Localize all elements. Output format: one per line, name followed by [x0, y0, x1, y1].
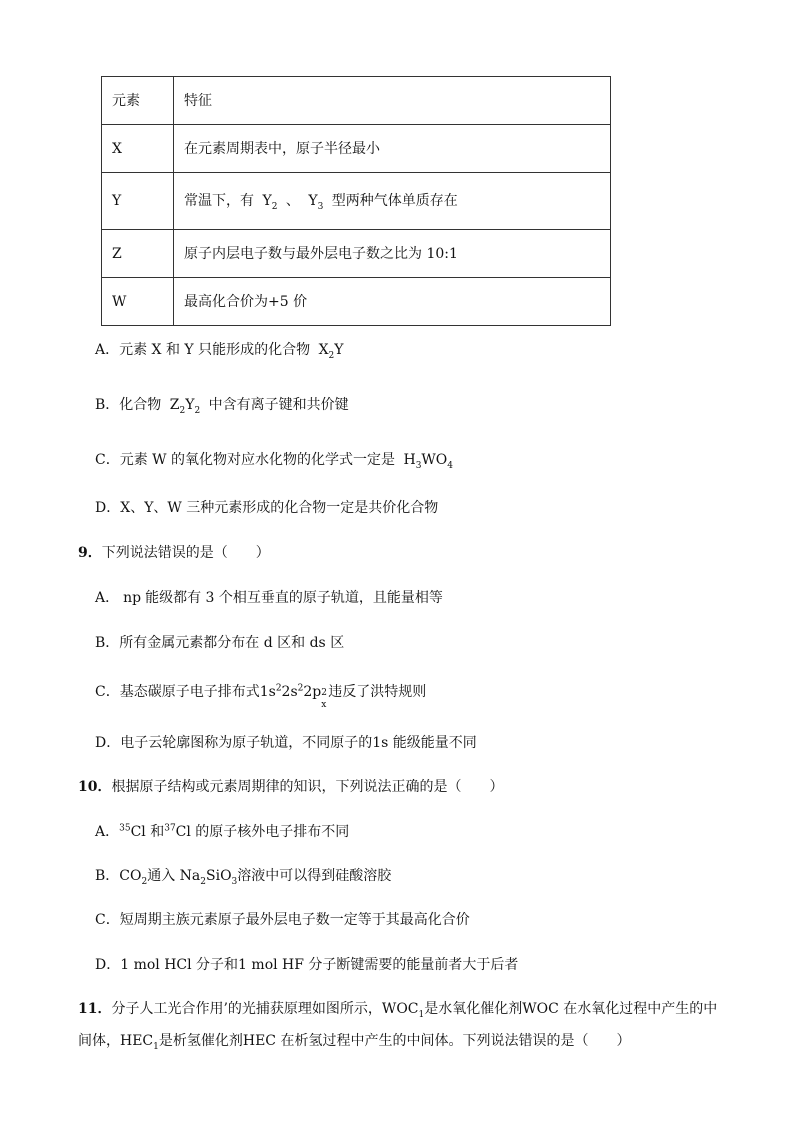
formula-symbol: H	[403, 452, 416, 468]
q10-option-b[interactable]	[95, 865, 391, 885]
element-cell: X	[102, 125, 174, 173]
question-text: 分子人工光合作用’的光捕获原理如图所示，WOC	[111, 1001, 419, 1017]
formula-np: np	[123, 590, 142, 606]
subscript: 2	[141, 876, 148, 887]
formula-subscript: 2	[271, 201, 278, 212]
feature-text: 型两种气体单质存在	[331, 193, 458, 209]
feature-cell: 原子内层电子数与最外层电子数之比为 10:1	[174, 230, 611, 278]
formula-symbol: Y	[308, 193, 318, 209]
formula-y2	[262, 193, 278, 212]
option-text: B．CO	[95, 868, 142, 884]
table-row	[102, 173, 611, 230]
subscript: 1	[418, 1009, 425, 1020]
q10-stem	[78, 776, 503, 796]
formula-subscript: 2	[194, 405, 201, 416]
formula-symbol: Y	[262, 193, 272, 209]
q9-option-d[interactable]: D．电子云轮廓图称为原子轨道，不同原子的1s 能级能量不同	[95, 735, 477, 751]
question-number: 10．	[78, 779, 112, 795]
formula-subscript: 2	[328, 350, 335, 361]
question-number: 11．	[78, 1001, 112, 1017]
option-text: A．元素 X 和 Y 只能形成的化合物	[95, 342, 311, 358]
option-text: Cl 的原子核外电子排布不同	[175, 824, 350, 840]
feature-cell: 在元素周期表中，原子半径最小	[174, 125, 611, 173]
element-cell: Y	[102, 173, 174, 230]
option-text: 中含有离子键和共价键	[208, 397, 349, 413]
option-text: C．基态碳原子电子排布式	[95, 684, 260, 700]
table-row	[102, 230, 611, 278]
formula-symbol: Z	[169, 397, 180, 413]
q11-stem-line1	[78, 998, 717, 1018]
table-header-row	[102, 77, 611, 125]
option-text: A．	[95, 590, 120, 606]
formula-symbol: Y	[185, 397, 195, 413]
formula-z2y2	[169, 397, 201, 416]
option-text: C．元素 W 的氧化物对应水化物的化学式一定是	[95, 452, 396, 468]
mass-number: 37	[164, 823, 176, 834]
mass-number: 35	[119, 823, 131, 834]
feature-cell	[174, 173, 611, 230]
formula-symbol: WO	[421, 452, 448, 468]
separator: 、	[285, 193, 300, 209]
option-text: 能级都有 3 个相互垂直的原子轨道，且能量相等	[145, 590, 443, 606]
q8-option-c[interactable]	[95, 449, 457, 469]
formula-symbol: Y	[334, 342, 344, 358]
q10-option-a[interactable]	[95, 821, 349, 841]
q10-option-d[interactable]: D．1 mol HCl 分子和1 mol HF 分子断键需要的能量前者大于后者	[95, 957, 519, 973]
question-text: 根据原子结构或元素周期律的知识，下列说法正确的是（ ）	[111, 779, 504, 795]
element-cell: W	[102, 278, 174, 326]
formula-subscript: 4	[447, 460, 454, 471]
table-header-cell: 元素	[102, 77, 174, 125]
question-text: 是水氧化催化剂WOC 在水氧化过程中产生的中	[424, 1001, 718, 1017]
feature-cell: 最高化合价为+5 价	[174, 278, 611, 326]
table-header-cell: 特征	[174, 77, 611, 125]
q8-option-b[interactable]	[95, 394, 349, 414]
q11-stem-line2	[78, 1030, 630, 1050]
option-text: 溶液中可以得到硅酸溶胶	[237, 868, 392, 884]
element-table	[101, 76, 611, 326]
superscript: 2	[297, 683, 304, 694]
orbital: 2p	[303, 684, 322, 700]
orbital: 2s	[281, 684, 298, 700]
subscript: 1	[153, 1041, 159, 1052]
formula-subscript: 3	[415, 460, 422, 471]
formula-subscript: 2	[179, 405, 186, 416]
orbital: 1s	[259, 684, 276, 700]
q10-option-c[interactable]: C．短周期主族元素原子最外层电子数一定等于其最高化合价	[95, 912, 470, 928]
question-number: 9．	[78, 545, 102, 561]
table-row	[102, 278, 611, 326]
option-text: Cl 和	[130, 824, 165, 840]
element-cell: Z	[102, 230, 174, 278]
q9-stem	[78, 542, 270, 562]
question-text: 是析氢催化剂HEC 在析氢过程中产生的中间体。下列说法错误的是（ ）	[158, 1033, 631, 1049]
option-text: B．化合物	[95, 397, 162, 413]
superscript: 2	[275, 683, 282, 694]
option-text: 违反了洪特规则	[328, 684, 427, 700]
subscript: 2	[200, 876, 206, 887]
option-text: 通入 Na	[147, 868, 201, 884]
option-text: A．	[95, 824, 120, 840]
question-text: 间体，HEC	[78, 1033, 154, 1049]
formula-y3	[308, 193, 324, 212]
q8-option-d[interactable]: D．X、Y、W 三种元素形成的化合物一定是共价化合物	[95, 500, 439, 516]
formula-x2y	[318, 342, 344, 361]
table-row	[102, 125, 611, 173]
feature-text: 常温下，有	[184, 193, 254, 209]
subscript: 3	[231, 876, 238, 887]
formula-h3wo4	[403, 452, 454, 471]
q9-option-c[interactable]	[95, 681, 427, 710]
q9-option-b[interactable]: B．所有金属元素都分布在 d 区和 ds 区	[95, 635, 345, 651]
q8-option-a[interactable]	[95, 339, 348, 359]
option-text: SiO	[206, 868, 232, 884]
formula-subscript: 3	[317, 201, 324, 212]
question-text: 下列说法错误的是（ ）	[101, 545, 270, 561]
formula-symbol: X	[318, 342, 329, 358]
electron-config: $1s^22s^22p$ 2 x	[259, 683, 327, 710]
q9-option-a[interactable]	[95, 587, 443, 607]
